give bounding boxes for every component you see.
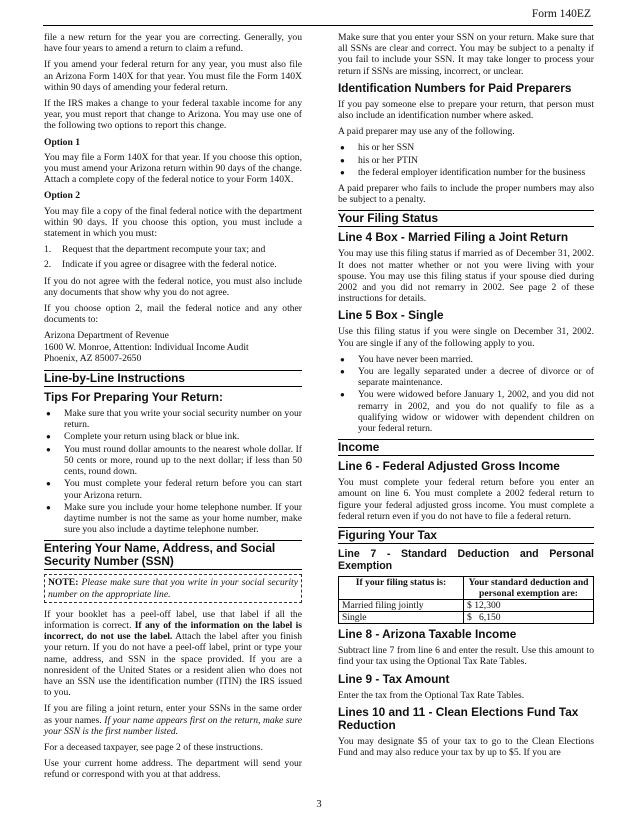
standard-deduction-table: [338, 576, 594, 624]
paragraph: A paid preparer may use any of the following.: [338, 126, 515, 138]
subheading-line10-11: Lines 10 and 11 - Clean Elections Fund Tax Reduction: [338, 704, 579, 732]
list-item: ● his or her PTIN: [340, 154, 418, 166]
table-row: [339, 612, 594, 624]
option1-text: You may file a Form 140X for that year. If you choose this option, you must amend your Arizona return within 90 days of the change. Attach a complete copy of the federal notice to your Form 140X.: [44, 151, 302, 186]
table-header-row: [339, 577, 594, 600]
option2-list: [44, 244, 302, 270]
list-item: ● his or her SSN: [340, 142, 415, 154]
list-item: ● You are legally separated under a decree of divorce or of separate maintenance.: [340, 366, 594, 389]
note-box: [44, 574, 302, 602]
right-column: [338, 32, 594, 763]
single-status-list: [338, 354, 594, 434]
section-heading-line-by-line: Line-by-Line Instructions: [44, 370, 302, 387]
option1-label: Option 1: [44, 136, 80, 148]
paragraph: If your booklet has a peel-off label, use that label if all the information is correct. If any of the information on the label is incorrect, do not use the label. Attach the label after you finish your return. If you do not have a peel-off label, print or type your name, address, and SSN in the space provided. If you are a nonresident of the United States or a resident alien who does not have an SSN use the identification number (ITIN) the IRS issued to you.: [44, 608, 302, 699]
subheading-line5: Line 5 Box - Single: [338, 308, 444, 323]
paragraph: You may use this filing status if married as of December 31, 2002. It does not matter whether or not you were living with your spouse. You may use this filing status if your spouse died during 2002 and you did not remarry in 2002. See page 2 of these instructions for details.: [338, 248, 594, 305]
mailing-address: Arizona Department of Revenue 1600 W. Monroe, Attention: Individual Income Audit Phoenix, AZ 85007-2650: [44, 330, 249, 364]
form-title: Form 140EZ: [531, 8, 591, 20]
page-number: 3: [316, 799, 322, 810]
paragraph: You may designate $5 of your tax to go to the Clean Elections Fund and may also reduce your tax by up to $5. If you are: [338, 735, 594, 758]
paragraph: If you amend your federal return for any year, you must also file an Arizona Form 140X for that year. You must file the Form 140X within 90 days of amending your federal return.: [44, 59, 302, 93]
list-item: ● Complete your return using black or blue ink.: [46, 431, 240, 443]
header-rule: [43, 25, 593, 26]
subheading-line7: Line 7 - Standard Deduction and Personal Exemption: [338, 548, 594, 573]
note-text: Please make sure that you write in your social security number on the appropriate line.: [48, 577, 298, 600]
list-item: ● the federal employer identification number for the business: [340, 166, 586, 178]
list-item: ● You have never been married.: [340, 353, 473, 365]
table-row: [339, 600, 594, 612]
subheading-line4: Line 4 Box - Married Filing a Joint Return: [338, 230, 569, 245]
list-item: ● You must complete your federal return before you can start your Arizona return.: [46, 478, 302, 501]
option2-label: Option 2: [44, 190, 80, 202]
preparer-id-list: [338, 142, 594, 178]
subheading-line6: Line 6 - Federal Adjusted Gross Income: [338, 459, 560, 474]
paragraph: You must complete your federal return before you enter an amount on line 6. You must complete a 2002 federal return to figure your federal adjusted gross income. You must complete a federal return even if you do not have to file a federal return.: [338, 477, 594, 522]
paragraph: Use this filing status if you were single on December 31, 2002. You are single if any of the following apply to you.: [338, 326, 594, 349]
paragraph: Enter the tax from the Optional Tax Rate Tables.: [338, 689, 525, 701]
subheading-line9: Line 9 - Tax Amount: [338, 671, 450, 686]
list-item: ● You were widowed before January 1, 2002, and you did not remarry in 2002, and you do not qualify to file as a qualifying widow or widower with dependent children on your federal return.: [340, 389, 594, 435]
option2-text: You may file a copy of the final federal notice with the department within 90 days. If you choose this option, you must include a statement in which you must:: [44, 205, 302, 240]
paragraph: If you do not agree with the federal notice, you must also include any documents that show why you do not agree.: [44, 275, 302, 298]
paragraph: For a deceased taxpayer, see page 2 of these instructions.: [44, 741, 263, 753]
list-item: 1. Request that the department recompute your tax; and: [44, 244, 266, 256]
list-item: ● Make sure that you write your social security number on your return.: [46, 408, 302, 431]
paragraph: If you are filing a joint return, enter your SSNs in the same order as your names. If your name appears first on the return, make sure your SSN is the first number listed.: [44, 703, 303, 737]
paragraph: If the IRS makes a change to your federal taxable income for any year, you must report that change to Arizona. You may use one of the following two options to report this change.: [44, 98, 302, 132]
paragraph: Make sure that you enter your SSN on your return. Make sure that all SSNs are clear and correct. You may be subject to a penalty if you fail to include your SSN. It may take longer to process your return if SSNs are missing, incorrect, or unclear.: [338, 32, 594, 77]
table-cell: Single: [339, 612, 464, 624]
list-item: ● You must round dollar amounts to the nearest whole dollar. If 50 cents or more, round up to the next dollar; if less than 50 cents, round down.: [46, 443, 302, 478]
paragraph: A paid preparer who fails to include the proper numbers may also be subject to a penalty.: [338, 183, 594, 206]
subheading-line8: Line 8 - Arizona Taxable Income: [338, 627, 517, 642]
section-heading-name-address: Entering Your Name, Address, and Social Security Number (SSN): [44, 540, 302, 570]
table-header: If your filing status is:: [339, 577, 464, 600]
tips-list: [44, 408, 302, 535]
list-item: 2. Indicate if you agree or disagree with the federal notice.: [44, 259, 277, 271]
left-column: [44, 32, 302, 786]
paragraph: Subtract line 7 from line 6 and enter the result. Use this amount to find your tax using the Optional Tax Rate Tables.: [338, 645, 594, 668]
table-header: Your standard deduction and personal exemption are:: [464, 577, 594, 600]
paragraph: file a new return for the year you are correcting. Generally, you have four years to amend a return to claim a refund.: [44, 32, 302, 55]
table-cell: Married filing jointly: [339, 600, 464, 612]
section-heading-income: Income: [338, 439, 594, 456]
paragraph: If you choose option 2, mail the federal notice and any other documents to:: [44, 303, 302, 326]
list-item: ● Make sure you include your home telephone number. If your daytime number is not the same as your home number, make sure you also include a daytime telephone number.: [46, 501, 302, 536]
table-cell: $ 6,150: [464, 612, 594, 624]
section-heading-filing-status: Your Filing Status: [338, 210, 594, 227]
note-label: NOTE:: [48, 577, 79, 589]
subheading-paid-preparers: Identification Numbers for Paid Preparers: [338, 80, 572, 95]
subheading-tips: Tips For Preparing Your Return:: [44, 390, 223, 405]
section-heading-figuring-tax: Figuring Your Tax: [338, 527, 594, 544]
paragraph: If you pay someone else to prepare your return, that person must also include an identification number where asked.: [338, 98, 594, 122]
paragraph: Use your current home address. The department will send your refund or correspond with you at that address.: [44, 758, 302, 781]
table-cell: $ 12,300: [464, 600, 594, 612]
